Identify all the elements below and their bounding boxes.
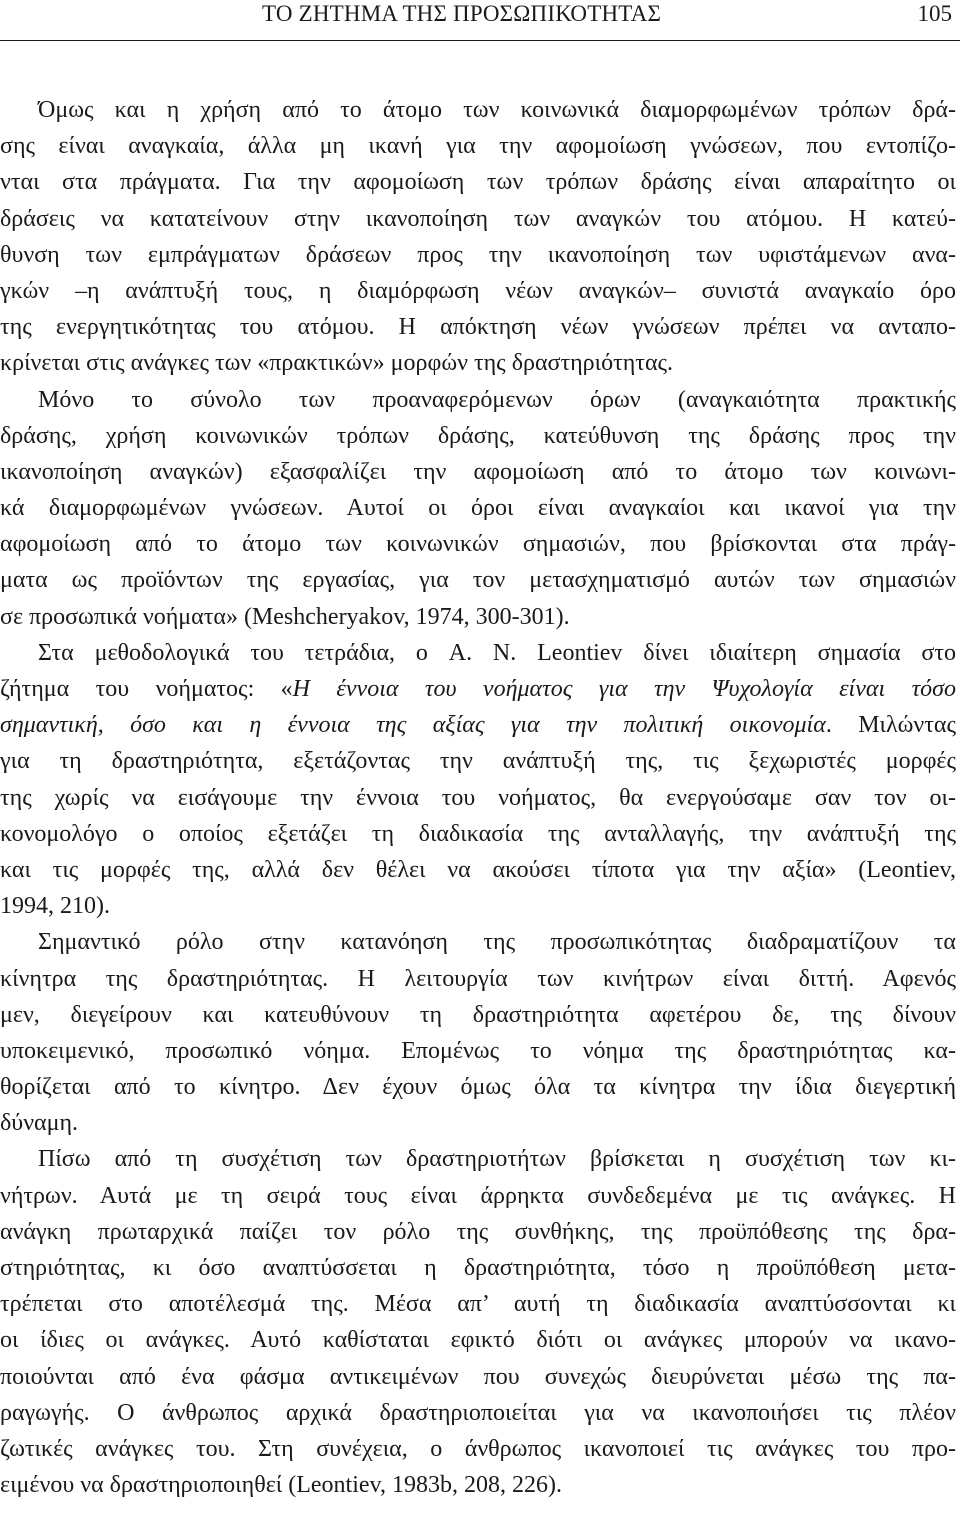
text-run: τρέπεται στο αποτέλεσμά της. Μέσα απ’ αυτή τη διαδικασία αναπτύσσονται κι [0,1291,956,1318]
text-run: νται στα πράγματα. Για την αφομοίωση των τρόπων δράσης είναι απαραίτητο οι [0,169,956,196]
text-line [0,418,960,454]
text-run: ειμένου να δραστηριοποιηθεί (Leontiev, 1983b, 208, 226). [0,1472,562,1499]
text-line [0,671,960,707]
text-run: δύναμη. [0,1110,79,1137]
text-run: ικανοποίηση αναγκών) εξασφαλίζει την αφομοίωση από το άτομο των κοινωνι- [0,458,956,485]
text-line [0,201,960,237]
text-line [0,997,960,1033]
text-run: ραγωγής. Ο άνθρωπος αρχικά δραστηριοποιείται για να ικανοποιήσει τις πλέον [0,1399,956,1426]
text-run: ζήτημα του νοήματος: « [0,676,293,702]
text-run: 1994, 210). [0,893,110,920]
text-line [0,128,960,164]
text-line [0,1286,960,1322]
text-run: κρίνεται στις ανάγκες των «πρακτικών» μορφών της δραστηριότητας. [0,350,674,377]
text-run: για τη δραστηριότητα, εξετάζοντας την ανάπτυξή της, τις ξεχωριστές μορφές [0,748,956,775]
body-text [0,92,960,1503]
text-line [0,924,960,960]
text-line [0,309,960,345]
text-run: στηριότητας, κι όσο αναπτύσσεται η δραστηριότητα, τόσο η προϋπόθεση μετα- [0,1255,956,1281]
text-line [0,1141,960,1177]
text-line [0,1105,960,1141]
text-run: . Μιλώντας [825,712,956,739]
text-run: δράσης, χρήση κοινωνικών τρόπων δράσης, κατεύθυνση της δράσης προς την [0,422,956,449]
text-run: ζωτικές ανάγκες του. Στη συνέχεια, ο άνθρωπος ικανοποιεί τις ανάγκες του προ- [0,1435,956,1462]
text-run: Πίσω από τη συσχέτιση των δραστηριοτήτων βρίσκεται η συσχέτιση των κι- [38,1146,956,1173]
text-line [0,1395,960,1431]
text-run: δράσεις να κατατείνουν στην ικανοποίηση των αναγκών του ατόμου. Η κατεύ- [0,205,956,232]
text-line [0,635,960,671]
text-line [0,961,960,997]
text-line [0,852,960,888]
text-run: θορίζεται από το κίνητρο. Δεν έχουν όμως όλα τα κίνητρα την ίδια διεγερτική [0,1074,956,1101]
text-run: αφομοίωση από το άτομο των κοινωνικών σημασιών, που βρίσκονται στα πράγ- [0,531,956,558]
text-run: κά διαμορφωμένων γνώσεων. Αυτοί οι όροι είναι αναγκαίοι και ικανοί για την [0,495,956,522]
text-line [0,92,960,128]
text-line [0,490,960,526]
text-run: ανάγκη πρωταρχικά παίζει τον ρόλο της συνθήκης, της προϋπόθεσης της δρα- [0,1218,956,1245]
text-line [0,1322,960,1358]
text-run: Στα μεθοδολογικά του τετράδια, ο A. N. Leontiev δίνει ιδιαίτερη σημασία στο [38,639,956,666]
text-line [0,345,960,381]
text-line [0,1069,960,1105]
text-run: ποιούνται από ένα φάσμα αντικειμένων που συνεχώς διευρύνεται μέσω της πα- [0,1363,956,1390]
text-run: και τις μορφές της, αλλά δεν θέλει να ακούσει τίποτα για την αξία» (Leontiev, [0,856,956,883]
text-run: μεν, διεγείρουν και κατευθύνουν τη δραστηριότητα αφετέρου δε, της δίνουν [0,1001,956,1028]
running-title: ΤΟ ΖΗΤΗΜΑ ΤΗΣ ΠΡΟΣΩΠΙΚΟΤΗΤΑΣ [262,1,662,26]
text-line [0,1178,960,1214]
text-line [0,1431,960,1467]
text-line [0,562,960,598]
text-line [0,743,960,779]
text-line [0,888,960,924]
text-line [0,1467,960,1503]
text-run: της χωρίς να εισάγουμε την έννοια του νοήματος, θα ενεργούσαμε σαν τον οι- [0,784,956,811]
text-run: σε προσωπικά νοήματα» (Meshcheryakov, 1974, 300-301). [0,603,570,630]
text-run: νήτρων. Αυτά με τη σειρά τους είναι άρρηκτα συνδεδεμένα με τις ανάγκες. Η [0,1182,956,1209]
text-run: οι ίδιες οι ανάγκες. Αυτό καθίσταται εφικτό διότι οι ανάγκες μπορούν να ικανο- [0,1327,956,1354]
text-line [0,1250,960,1286]
text-run: Όμως και η χρήση από το άτομο των κοινωνικά διαμορφωμένων τρόπων δρά- [38,97,956,123]
text-run: σης είναι αναγκαία, άλλα μη ικανή για την αφομοίωση γνώσεων, που εντοπίζο- [0,133,956,160]
text-run: γκών –η ανάπτυξή τους, η διαμόρφωση νέων αναγκών– συνιστά αναγκαίο όρο [0,277,956,304]
page-number: 105 [917,1,952,26]
text-run: της ενεργητικότητας του ατόμου. Η απόκτηση νέων γνώσεων πρέπει να ανταπο- [0,314,956,341]
text-run: θυνση των εμπράγματων δράσεων προς την ικανοποίηση των υφιστάμενων ανα- [0,241,956,268]
text-run: υποκειμενικό, προσωπικό νόημα. Επομένως το νόημα της δραστηριότητας κα- [0,1037,956,1064]
text-run: κίνητρα της δραστηριότητας. Η λειτουργία των κινήτρων είναι διττή. Αφενός [0,965,956,992]
page-header [0,0,960,40]
text-line [0,1033,960,1069]
text-run: Μόνο το σύνολο των προαναφερόμενων όρων (αναγκαιότητα πρακτικής [38,386,956,413]
text-line [0,816,960,852]
text-line [0,1214,960,1250]
text-line [0,599,960,635]
text-line [0,707,960,743]
text-line [0,780,960,816]
text-run: Σημαντικό ρόλο στην κατανόηση της προσωπικότητας διαδραματίζουν τα [38,929,956,956]
text-run: ματα ως προϊόντων της εργασίας, για τον μετασχηματισμό αυτών των σημασιών [0,567,956,594]
italic-quote: Η έννοια του νοήματος για την Ψυχολογία είναι τόσο [292,676,957,702]
text-line [0,1359,960,1395]
text-line [0,454,960,490]
text-line [0,237,960,273]
text-line [0,164,960,200]
text-run: κονομολόγο ο οποίος εξετάζει τη διαδικασία της ανταλλαγής, την ανάπτυξή της [0,820,956,847]
text-line [0,382,960,418]
italic-quote: σημαντική, όσο και η έννοια της αξίας για την πολιτική οικονομία [0,712,826,739]
header-rule [0,40,960,41]
text-line [0,273,960,309]
text-line [0,526,960,562]
